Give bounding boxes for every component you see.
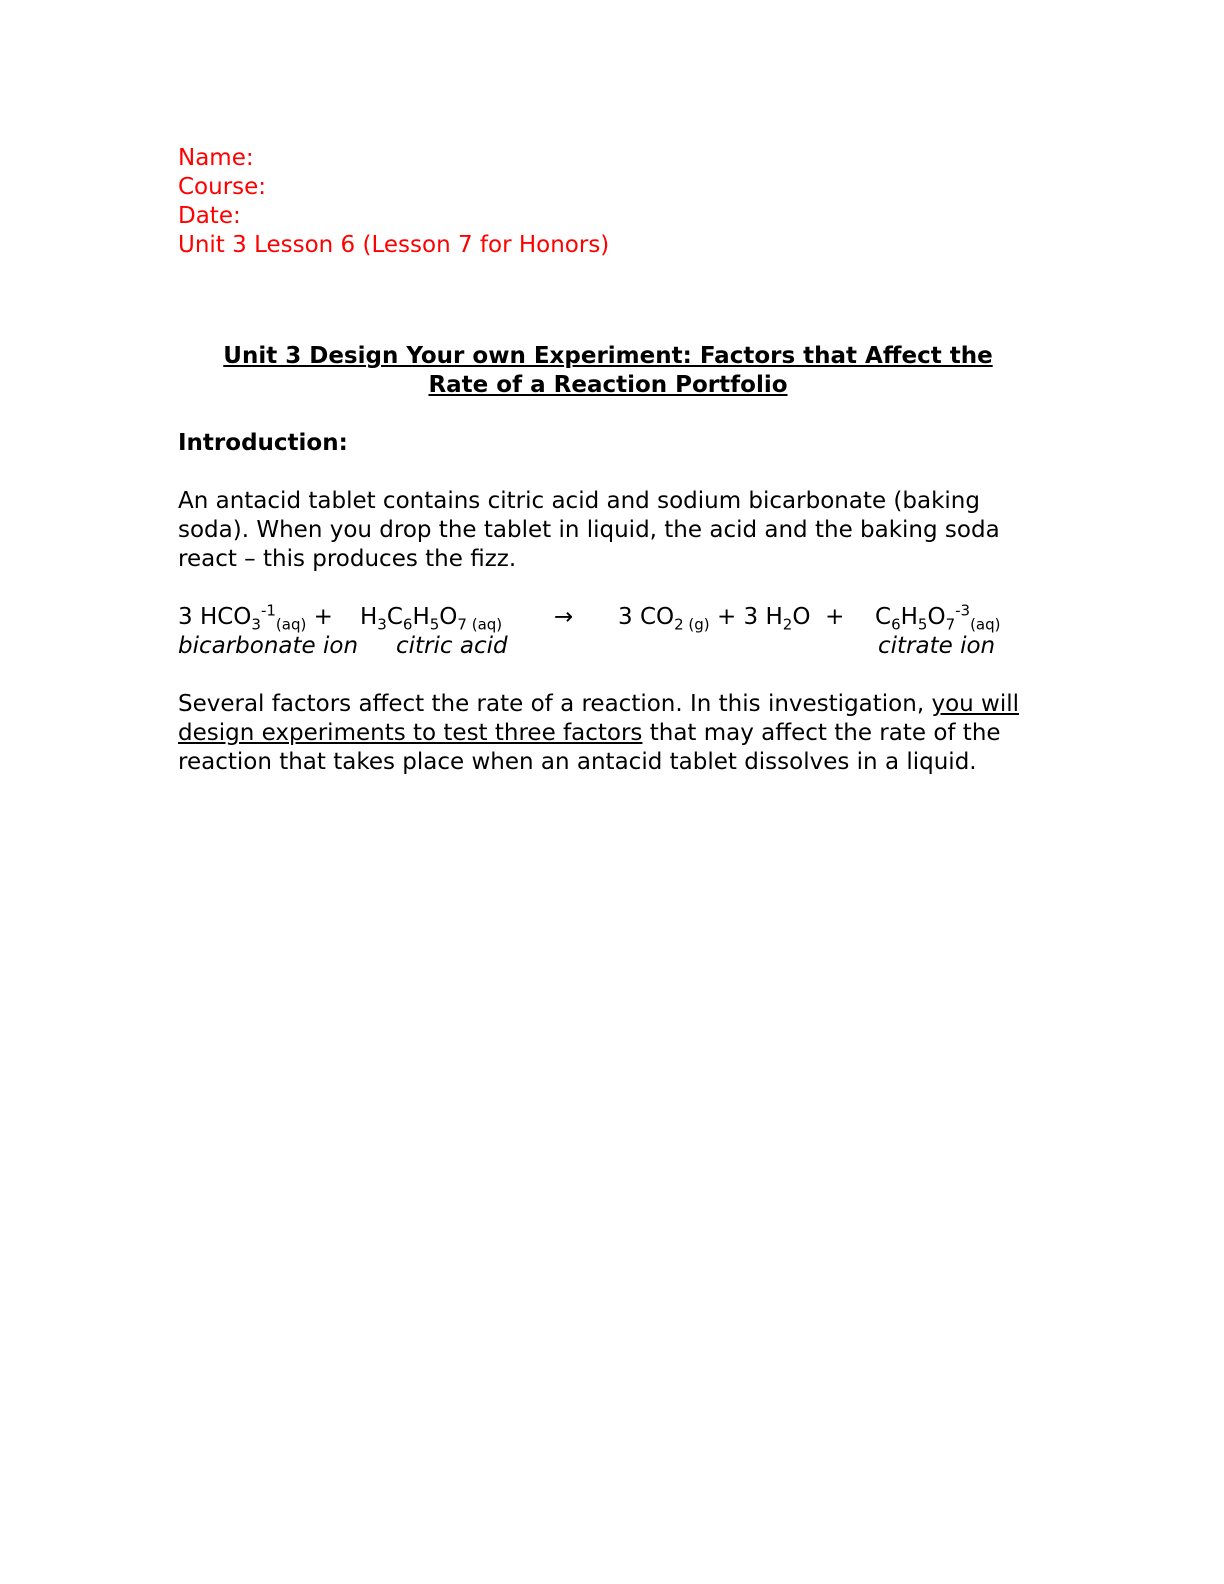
investigation-paragraph: [178, 690, 1038, 777]
date-label: Date:: [178, 203, 241, 229]
title-line-1: Unit 3 Design Your own Experiment: Factors that Affect the: [223, 343, 993, 369]
reactant-citric-acid: $H_3C_6H_5O_{7 (aq)}$: [360, 604, 503, 634]
investigation-text-before: Several factors affect the rate of a reaction. In this investigation,: [178, 691, 932, 717]
chemical-equation: [178, 603, 1038, 661]
introduction-heading: Introduction:: [178, 430, 348, 456]
student-info-header: [178, 144, 1038, 260]
reactant-bicarbonate: 3 $HCO_3^{-1}_{(aq)}$ +: [178, 601, 333, 634]
label-bicarbonate-ion: bicarbonate ion: [178, 633, 359, 659]
document-title: [178, 342, 1038, 400]
reaction-arrow: →: [554, 604, 574, 630]
name-label: Name:: [178, 145, 254, 171]
course-label: Course:: [178, 174, 267, 200]
title-line-2: Rate of a Reaction Portfolio: [428, 372, 788, 398]
investigation-text-after: that may affect the rate of the reaction that takes place when an antacid tablet dissolves in a liquid.: [178, 720, 1001, 775]
product-citrate: $C_6H_5O_7^{-3}_{(aq)}$: [875, 601, 1001, 634]
introduction-paragraph: An antacid tablet contains citric acid and sodium bicarbonate (baking soda). When you drop the tablet in liquid, the acid and the baking soda react – this produces the fizz.: [178, 488, 1000, 572]
product-co2-water: 3 $CO_{2 (g)} + 3$ $H_2O$ +: [618, 604, 845, 634]
lesson-label: Unit 3 Lesson 6 (Lesson 7 for Honors): [178, 232, 610, 258]
investigation-text-underlined: you will design experiments to test three factors: [178, 691, 1020, 746]
label-citrate-ion: citrate ion: [878, 633, 996, 659]
label-citric-acid: citric acid: [396, 633, 508, 659]
document-page: [178, 144, 1038, 777]
